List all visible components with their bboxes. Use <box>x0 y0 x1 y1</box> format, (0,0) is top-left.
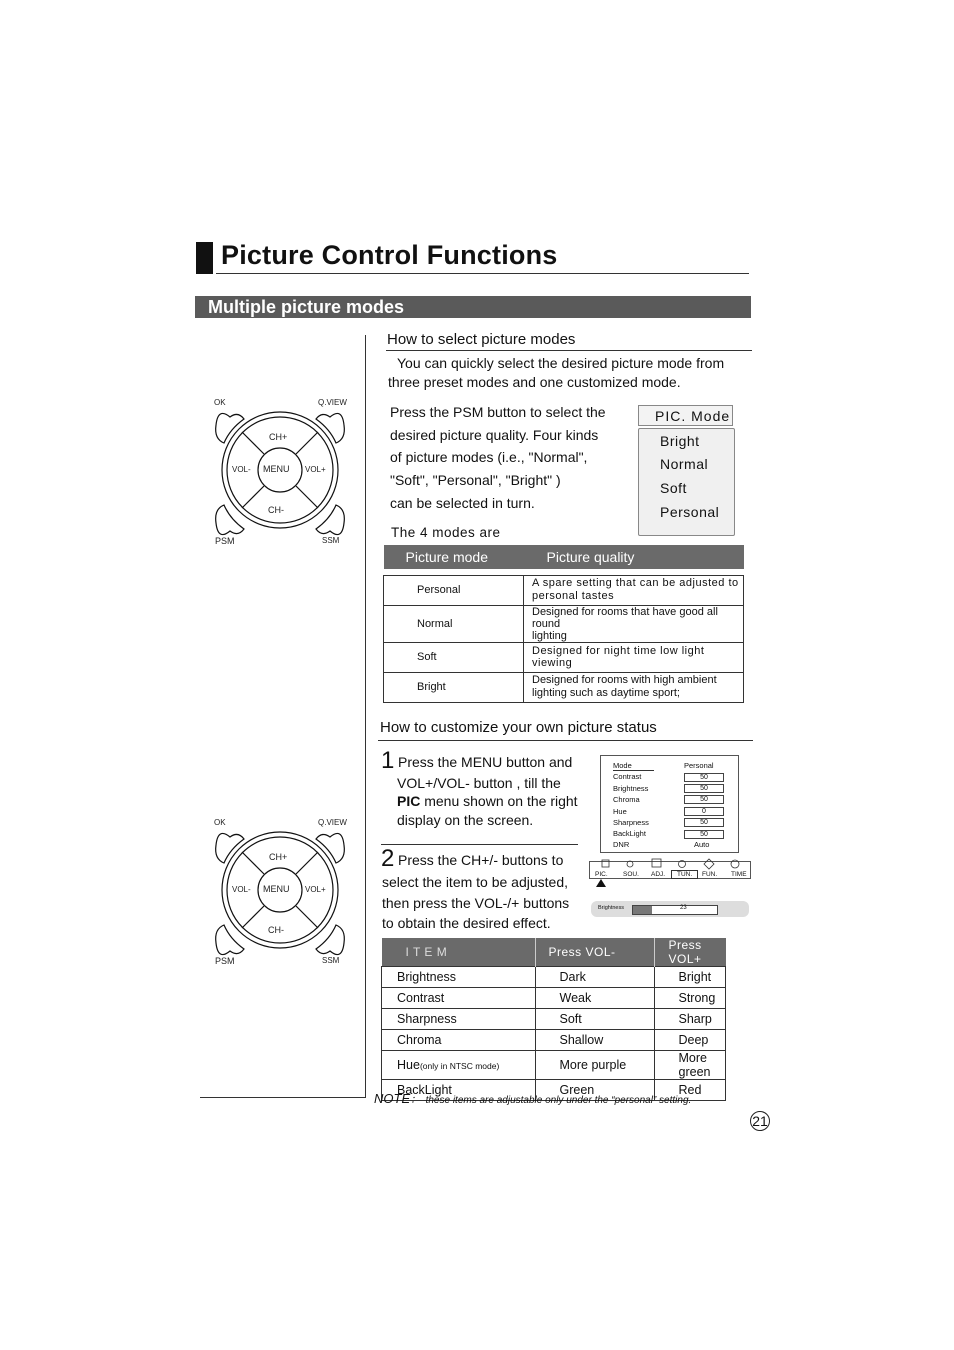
item-cell: BackLight <box>382 1080 536 1101</box>
psm-label: PSM <box>215 536 235 546</box>
osd-tab-icons <box>594 858 749 870</box>
step-1-line-b: VOL+/VOL- button , till the <box>397 775 561 791</box>
plus-cell: More green <box>654 1051 726 1080</box>
vol-minus-label: VOL- <box>232 465 251 474</box>
plus-cell: Bright <box>654 967 726 988</box>
osd-tab-fun[interactable]: FUN. <box>702 871 718 878</box>
step-divider <box>381 844 578 845</box>
step-1-line-d: display on the screen. <box>397 812 534 828</box>
ok-label: OK <box>214 818 226 827</box>
quality-cell <box>524 605 744 642</box>
step-2-line-c: then press the VOL-/+ buttons <box>382 895 570 911</box>
table-row <box>382 1009 726 1030</box>
osd-row-value: 50 <box>684 784 724 793</box>
minus-cell: Dark <box>535 967 654 988</box>
quality-line: lighting such as daytime sport; <box>532 687 680 699</box>
plus-cell: Strong <box>654 988 726 1009</box>
item-cell: Brightness <box>382 967 536 988</box>
page-number: 21 <box>750 1111 770 1131</box>
note-label: NOTE <box>374 1091 411 1106</box>
osd-dnr-value: Auto <box>694 840 710 849</box>
pic-mode-header: PIC. Mode <box>638 405 733 426</box>
plus-cell: Sharp <box>654 1009 726 1030</box>
item-name: Hue <box>397 1058 420 1072</box>
ch-plus-label: CH+ <box>269 432 288 442</box>
pic-mode-item: Soft <box>660 480 687 496</box>
mode-cell: Personal <box>384 575 524 605</box>
modes-intro: The 4 modes are <box>391 525 501 540</box>
ch-minus-label: CH- <box>268 925 284 935</box>
psm-line-3: of picture modes (i.e., "Normal", <box>390 449 588 465</box>
items-header-item: I T E M <box>382 938 536 967</box>
table-row <box>384 642 744 672</box>
minus-cell: Green <box>535 1080 654 1101</box>
table-row <box>382 988 726 1009</box>
title-underline <box>216 273 749 274</box>
modes-header-quality: Picture quality <box>524 545 744 569</box>
osd-tab-adj[interactable]: ADJ. <box>651 871 666 878</box>
step-2-line-d: to obtain the desired effect. <box>382 915 551 931</box>
plus-cell: Red <box>654 1080 726 1101</box>
osd-tab-tun[interactable]: TUN. <box>671 870 698 879</box>
items-header-minus: Press VOL- <box>535 938 654 967</box>
table-row <box>384 575 744 605</box>
brightness-track[interactable] <box>632 905 718 915</box>
psm-line-5: can be selected in turn. <box>390 495 535 511</box>
pic-mode-item: Bright <box>660 433 700 449</box>
osd-tab-sou[interactable]: SOU. <box>623 871 639 878</box>
osd-row-value: 50 <box>684 818 724 827</box>
psm-label: PSM <box>215 956 235 966</box>
osd-row-value: 50 <box>684 773 724 782</box>
step-1-line-c-text: menu shown on the right <box>420 793 578 809</box>
osd-row-value: 50 <box>684 795 724 804</box>
remote-pad-graphic <box>210 815 350 975</box>
pic-mode-item: Normal <box>660 456 709 472</box>
ssm-label: SSM <box>322 956 340 965</box>
menu-label: MENU <box>263 884 290 894</box>
intro-line-2: three preset modes and one customized mode. <box>388 374 681 390</box>
mode-cell: Bright <box>384 672 524 702</box>
brightness-fill <box>633 906 652 914</box>
minus-cell: Weak <box>535 988 654 1009</box>
quality-cell: Designed for night time low light viewing <box>524 642 744 672</box>
quality-line: A spare setting that can be adjusted to <box>532 577 739 589</box>
table-row <box>382 1030 726 1051</box>
step-2-line-b: select the item to be adjusted, <box>382 874 568 890</box>
step-2-number: 2 <box>381 845 395 872</box>
minus-cell: Soft <box>535 1009 654 1030</box>
note <box>374 1090 691 1108</box>
step-1-number: 1 <box>381 747 395 774</box>
bottom-rule <box>200 1097 366 1098</box>
modes-table <box>383 545 744 703</box>
note-separator: ： <box>410 1094 422 1106</box>
pic-keyword: PIC <box>397 793 421 809</box>
selected-tab-arrow-icon <box>596 879 608 887</box>
note-text: these items are adjustable only under the “personal” setting. <box>425 1095 692 1106</box>
osd-row-value: 50 <box>684 830 724 839</box>
psm-line-4: "Soft", "Personal", "Bright" ) <box>390 472 561 488</box>
section-title: Multiple picture modes <box>208 297 405 317</box>
psm-line-2: desired picture quality. Four kinds <box>390 427 599 443</box>
osd-row-label: Hue <box>613 807 627 816</box>
item-note: (only in NTSC mode) <box>419 1061 500 1071</box>
table-row <box>382 1051 726 1080</box>
minus-cell: More purple <box>535 1051 654 1080</box>
item-cell: Contrast <box>382 988 536 1009</box>
brightness-value: 23 <box>680 905 687 911</box>
pic-mode-item: Personal <box>660 504 720 520</box>
plus-cell: Deep <box>654 1030 726 1051</box>
title-accent-bar <box>196 242 213 274</box>
ch-minus-label: CH- <box>268 505 284 515</box>
osd-row-label: Contrast <box>613 772 642 781</box>
table-row <box>382 967 726 988</box>
quality-line: Designed for rooms with high ambient <box>532 674 717 686</box>
ch-plus-label: CH+ <box>269 852 288 862</box>
modes-header-mode: Picture mode <box>384 545 524 569</box>
table-row <box>384 605 744 642</box>
intro-line-1: You can quickly select the desired picture mode from <box>397 355 725 371</box>
qview-label: Q.VIEW <box>318 818 347 827</box>
menu-label: MENU <box>263 464 290 474</box>
osd-mode-value: Personal <box>684 761 714 770</box>
ssm-label: SSM <box>322 536 340 545</box>
mode-cell: Normal <box>384 605 524 642</box>
vol-plus-label: VOL+ <box>305 885 326 894</box>
item-cell: Sharpness <box>382 1009 536 1030</box>
minus-cell: Shallow <box>535 1030 654 1051</box>
page-title: Picture Control Functions <box>221 240 558 270</box>
customize-heading: How to customize your own picture status <box>380 719 657 736</box>
quality-line: personal tastes <box>532 590 615 602</box>
mode-cell: Soft <box>384 642 524 672</box>
remote-diagram-1 <box>210 395 350 560</box>
item-cell <box>382 1051 536 1080</box>
select-heading: How to select picture modes <box>387 331 576 348</box>
remote-pad-graphic <box>210 395 350 555</box>
step-1-line-a: Press the MENU button and <box>398 754 573 770</box>
osd-row-label: Chroma <box>613 795 640 804</box>
quality-cell <box>524 672 744 702</box>
column-divider <box>365 335 366 1098</box>
osd-row-label: Brightness <box>613 784 649 793</box>
osd-dnr-label: DNR <box>613 840 630 849</box>
customize-heading-rule <box>378 740 753 741</box>
select-heading-rule <box>386 350 752 351</box>
osd-row-label: Sharpness <box>613 818 649 827</box>
osd-mode-label: Mode <box>613 761 654 771</box>
vol-plus-label: VOL+ <box>305 465 326 474</box>
osd-tab-time[interactable]: TIME <box>731 871 747 878</box>
osd-row-value: 0 <box>684 807 724 816</box>
osd-tab-pic[interactable]: PIC. <box>595 871 608 878</box>
remote-diagram-2 <box>210 815 350 980</box>
item-cell: Chroma <box>382 1030 536 1051</box>
qview-label: Q.VIEW <box>318 398 347 407</box>
items-table <box>381 938 726 1101</box>
quality-line: Designed for rooms that have good all round <box>532 605 718 630</box>
psm-line-1: Press the PSM button to select the <box>390 404 606 420</box>
osd-row-label: BackLight <box>613 829 646 838</box>
quality-cell <box>524 575 744 605</box>
ok-label: OK <box>214 398 226 407</box>
brightness-bar-label: Brightness <box>598 905 624 911</box>
step-2-line-a: Press the CH+/- buttons to <box>398 852 564 868</box>
quality-line: lighting <box>532 629 567 642</box>
vol-minus-label: VOL- <box>232 885 251 894</box>
table-row <box>384 672 744 702</box>
items-header-plus: Press VOL+ <box>654 938 726 967</box>
